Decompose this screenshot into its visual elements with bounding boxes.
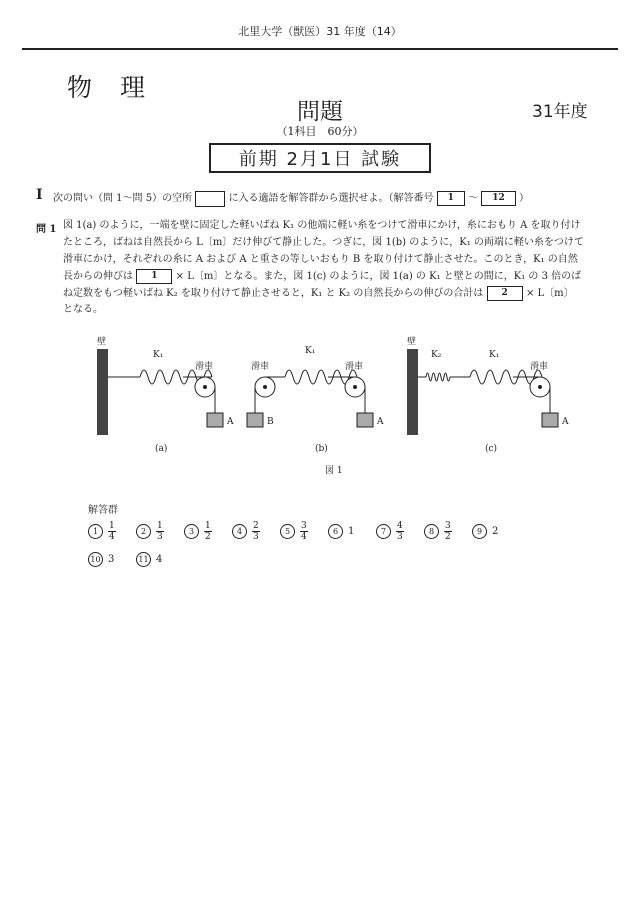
exam-duration: （1科目 60分） (276, 125, 364, 138)
choice-value: 3 (108, 553, 115, 565)
choice-fraction (108, 521, 116, 542)
answer-choice-1 (88, 517, 116, 545)
mass-a (207, 413, 223, 427)
mass-label-a: A (227, 417, 234, 427)
question-1-line-1: 図 1(a) のように，一端を壁に固定した軽いばね K₁ の他端に軽い糸をつけて滑車にかけ，糸におもり A を取り付け (63, 220, 581, 231)
figure-label-a: (a) (155, 444, 168, 454)
fraction-denominator: 4 (109, 531, 115, 542)
fraction-denominator: 3 (397, 531, 403, 542)
choice-number: 4 (232, 524, 247, 539)
answer-choice-2 (136, 517, 164, 545)
mass-label-a-c: A (562, 417, 569, 427)
range-tilde: 〜 (468, 193, 479, 204)
spring-k2-c (426, 373, 450, 381)
pulley-label-c: 滑車 (530, 362, 549, 372)
question-1-line-5 (63, 286, 574, 301)
mass-label-a-b: A (377, 417, 384, 427)
fraction-denominator: 3 (157, 531, 163, 542)
section-instructions (53, 189, 529, 207)
page-title: 問題 (297, 99, 343, 125)
choice-value: 4 (156, 553, 163, 565)
spring-label-k1-a: K₁ (153, 350, 164, 360)
choice-number: 7 (376, 524, 391, 539)
answer-choice-7 (376, 517, 404, 545)
fraction-denominator: 4 (301, 531, 307, 542)
wall-label-a: 壁 (97, 337, 107, 347)
fraction-numerator: 4 (397, 520, 403, 531)
answer-choice-3 (184, 517, 212, 545)
figure-a (97, 335, 234, 454)
fraction-denominator: 3 (253, 531, 259, 542)
choice-fraction (156, 521, 164, 542)
mass-b (247, 413, 263, 427)
choice-number: 5 (280, 524, 295, 539)
mass-label-b: B (267, 417, 274, 427)
fraction-numerator: 1 (205, 520, 211, 531)
answer-choice-9 (472, 517, 498, 545)
mass-a-c (542, 413, 558, 427)
choice-number: 8 (424, 524, 439, 539)
exam-year: 31年度 (532, 102, 588, 122)
answer-choice-8 (424, 517, 452, 545)
answer-group-label: 解答群 (88, 505, 118, 516)
instruction-text-2: に入る適語を解答群から選択せよ。（解答番号 (228, 193, 434, 204)
answer-choice-11 (136, 545, 162, 573)
answer-choice-10 (88, 545, 114, 573)
wall-label-c: 壁 (407, 337, 417, 347)
answer-choice-5 (280, 517, 308, 545)
fraction-denominator: 2 (445, 531, 451, 542)
figure-label-c: (c) (485, 444, 498, 454)
line-5-text-b: × L〔m〕 (525, 288, 574, 299)
answer-range-end: 12 (481, 191, 516, 206)
figure-caption: 図 1 (325, 466, 343, 476)
figure-1-diagram (85, 335, 585, 480)
answer-box-2: 2 (487, 286, 523, 301)
choice-number: 9 (472, 524, 487, 539)
choice-number: 3 (184, 524, 199, 539)
blank-box-example (195, 191, 225, 207)
fraction-denominator: 2 (205, 531, 211, 542)
choice-number: 2 (136, 524, 151, 539)
figure-b (247, 346, 384, 454)
instruction-close: ） (519, 193, 530, 204)
figure-c (407, 335, 569, 454)
question-1-line-2: たところ，ばねは自然長から L〔m〕だけ伸びて静止した。つぎに，図 1(b) のように，K₁ の両端に軽い糸をつけて (63, 237, 584, 248)
instruction-text-1: 次の問い（問 1〜問 5）の空所 (53, 193, 193, 204)
question-1-label: 問 1 (36, 224, 57, 235)
pulley-label-a: 滑車 (195, 362, 214, 372)
line-5-text-a: ね定数をもつ軽いばね K₂ を取り付けて静止させると，K₁ と K₂ の自然長からの伸びの合計は (63, 288, 484, 299)
page-header: 北里大学（獣医）31 年度（14） (238, 25, 402, 38)
choice-value: 2 (492, 525, 499, 537)
choice-number: 11 (136, 552, 151, 567)
fraction-numerator: 1 (109, 520, 115, 531)
fraction-numerator: 1 (157, 520, 163, 531)
section-number: I (36, 187, 43, 203)
header-rule (22, 48, 618, 50)
choice-fraction (300, 521, 308, 542)
exam-session-box: 前期 2月1日 試験 (209, 143, 431, 173)
fraction-numerator: 2 (253, 520, 259, 531)
figure-label-b: (b) (315, 444, 328, 454)
choice-number: 6 (328, 524, 343, 539)
subject-title: 物 理 (67, 73, 155, 102)
choice-fraction (444, 521, 452, 542)
fraction-numerator: 3 (445, 520, 451, 531)
answer-choice-6 (328, 517, 354, 545)
choice-fraction (204, 521, 212, 542)
choice-fraction (252, 521, 260, 542)
spring-label-k2-c: K₂ (431, 350, 442, 360)
answer-range-start: 1 (437, 191, 465, 206)
spring-label-k1-c: K₁ (489, 350, 500, 360)
answer-choice-4 (232, 517, 260, 545)
line-4-text-b: × L〔m〕となる。また，図 1(c) のように，図 1(a) の K₁ と壁との間に，K₁ の 3 倍のば (175, 271, 582, 282)
wall-c (407, 349, 418, 435)
mass-a-b (357, 413, 373, 427)
choice-number: 1 (88, 524, 103, 539)
pulley-label-b-left: 滑車 (251, 362, 270, 372)
fraction-numerator: 3 (301, 520, 307, 531)
question-1-line-4 (63, 269, 581, 284)
spring-label-k1-b: K₁ (305, 346, 316, 356)
choice-number: 10 (88, 552, 103, 567)
choice-fraction (396, 521, 404, 542)
choice-value: 1 (348, 525, 355, 537)
question-1-line-6: となる。 (63, 304, 103, 315)
line-4-text-a: 長からの伸びは (63, 271, 133, 282)
wall-a (97, 349, 108, 435)
question-1-line-3: 滑車にかけ，それぞれの糸に A および A と重さの等しいおもり B を取り付けて静止させた。このとき，K₁ の自然 (63, 254, 578, 265)
pulley-label-b-right: 滑車 (345, 362, 364, 372)
answer-box-1: 1 (136, 269, 172, 284)
